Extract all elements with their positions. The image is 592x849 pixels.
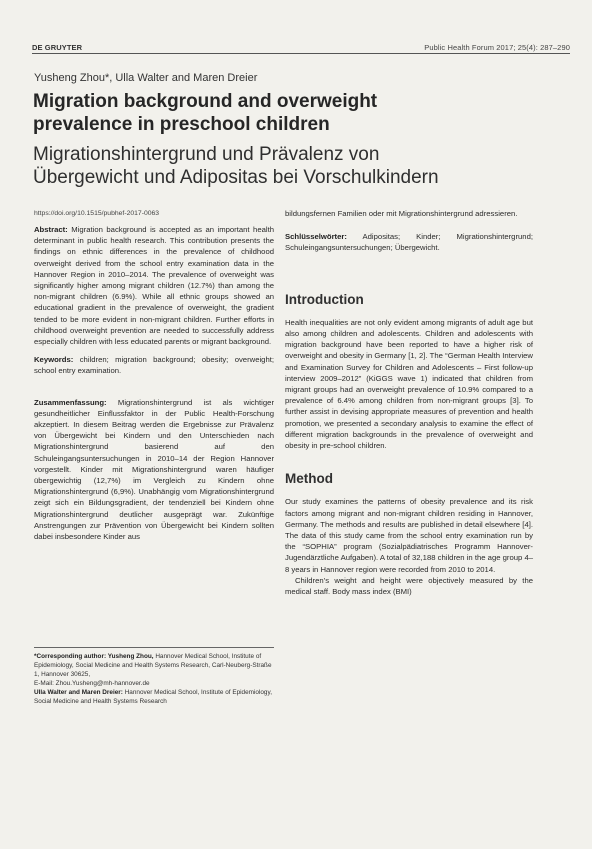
keywords-text: children; migration background; obesity; overweight; school entry examination. xyxy=(34,355,274,376)
corresponding-author-affiliation: Hannover Medical School, Institute of Epidemiology, Social Medicine and Health Systems Research, Carl-Neuberg-Straße 1, Hannover 30625, xyxy=(34,653,272,678)
right-column xyxy=(285,208,533,604)
footnotes xyxy=(34,652,274,706)
method-paragraph: Our study examines the patterns of obesity prevalence and its risk factors among migrant and non-migrant children residing in Hannover, Germany. The methods and results are published in detail elsewhere [4]. The data of this study came from the school entry examination run by the “SOPHIA” program (Sozialpädiatrisches Programm Hannover-Jugendärztliche Aufgaben). A total of 32,188 children in the age group 4–8 years in Hannover region were recorded from 2010 to 2014. xyxy=(285,497,533,574)
publisher-name: DE GRUYTER xyxy=(32,43,83,52)
title-english-line: prevalence in preschool children xyxy=(33,114,330,135)
title-english xyxy=(33,90,483,136)
keywords-paragraph xyxy=(34,354,274,376)
method-paragraph: Children’s weight and height were objectively measured by the medical staff. Body mass index (BMI) xyxy=(285,575,533,597)
footnote-divider xyxy=(34,647,274,648)
title-german xyxy=(33,143,483,189)
schluesselwoerter-label: Schlüsselwörter: xyxy=(285,232,347,242)
zusammenfassung-label: Zusammenfassung: xyxy=(34,397,107,407)
corresponding-author-email[interactable]: E-Mail: Zhou.Yusheng@mh-hannover.de xyxy=(34,680,150,687)
journal-citation: Public Health Forum 2017; 25(4): 287–290 xyxy=(424,43,570,52)
zusammenfassung-paragraph xyxy=(34,397,274,543)
running-header xyxy=(32,38,570,52)
title-english-line: Migration background and overweight xyxy=(33,91,378,112)
schluesselwoerter-text: Adipositas; Kinder; Migrationshintergrund; Schuleingangsuntersuchungen; Übergewicht. xyxy=(285,232,533,253)
schluesselwoerter-paragraph xyxy=(285,231,533,253)
abstract-label: Abstract: xyxy=(34,225,68,234)
method-heading: Method xyxy=(285,471,333,487)
coauthor-note xyxy=(34,688,274,706)
abstract-paragraph xyxy=(34,224,274,347)
keywords-label: Keywords: xyxy=(34,355,74,365)
left-column xyxy=(34,224,274,549)
introduction-paragraph: Health inequalities are not only evident among migrants of adult age but also among children and adolescents. Children and adolescents with migration background have been reported to have a higher risk of overweight and obesity in Germany [1, 2]. The “German Health Interview and Examination Survey for Children and Adolescents – First follow-up interview 2009–2012” (KiGGS wave 1) indicated that children from migrant groups had an overweight prevalence of 10.9% compared to a prevalence of 6.4% among children from non-migrant groups [3]. To further assist in devising appropriate measures of prevention and health promotion, we presented a secondary analysis to examine the effect of different migration backgrounds in the prevalence of overweight and obesity in pre-school children. xyxy=(285,317,533,451)
author-list: Yusheng Zhou*, Ulla Walter and Maren Dreier xyxy=(34,72,258,84)
doi-link[interactable]: https://doi.org/10.1515/pubhef-2017-0063 xyxy=(34,210,160,217)
introduction-heading: Introduction xyxy=(285,291,364,307)
zusammenfassung-continued: bildungsfernen Familien oder mit Migrationshintergrund adressieren. xyxy=(285,209,518,218)
abstract-text: Migration background is accepted as an important health determinant in public health research. This contribution presents the findings on ethnic differences in the prevalence of childhood overweight derived from the school entry examination data in the Hannover Region in 2010–2014. The prevalence of overweight was significantly higher among migrant children (12.7%) than among the non-migrant children (6.9%). While all ethnic groups showed an educational gradient in the prevalence of overweight, the gradient tended to be more evident in non-migrant children. Further efforts in childhood overweight prevention are needed to successfully address especially children with less educated parents or migrant background. xyxy=(34,225,275,347)
coauthor-affiliation: Hannover Medical School, Institute of Epidemiology, Social Medicine and Health Systems Research xyxy=(34,689,272,705)
title-german-line: Migrationshintergrund und Prävalenz von xyxy=(33,144,380,165)
zusammenfassung-text: Migrationshintergrund ist als wichtiger gesundheitlicher Einflussfaktor in der Public Health-Forschung akzeptiert. In diesem Beitrag werden die Ergebnisse zur Prävalenz von Übergewicht bei Kindern und den Unterschieden nach Migrationshintergrund basierend auf den Schuleingangsuntersuchungen in 2010–14 der Region Hannover vorgestellt. Kinder mit Migrationshintergrund waren häufiger übergewichtig (12,7%) im Vergleich zu Kindern ohne Migrationshintergrund (6,9%). Unabhängig vom Migrationshintergrund zeigt sich ein Bildungsgradient, der tendenziell bei Kindern ohne Migrationshintergrund deutlicher ausgeprägt war. Zukünftige Anstrengungen zur Prävention von Übergewicht bei Kindern sollten dabei insbesondere Kinder aus xyxy=(34,397,274,542)
corresponding-author-label: *Corresponding author: Yusheng Zhou, xyxy=(34,653,154,660)
title-german-line: Übergewicht und Adipositas bei Vorschulkindern xyxy=(33,167,439,188)
corresponding-author-note xyxy=(34,652,274,679)
coauthor-label: Ulla Walter and Maren Dreier: xyxy=(34,689,123,696)
header-rule xyxy=(32,53,570,54)
